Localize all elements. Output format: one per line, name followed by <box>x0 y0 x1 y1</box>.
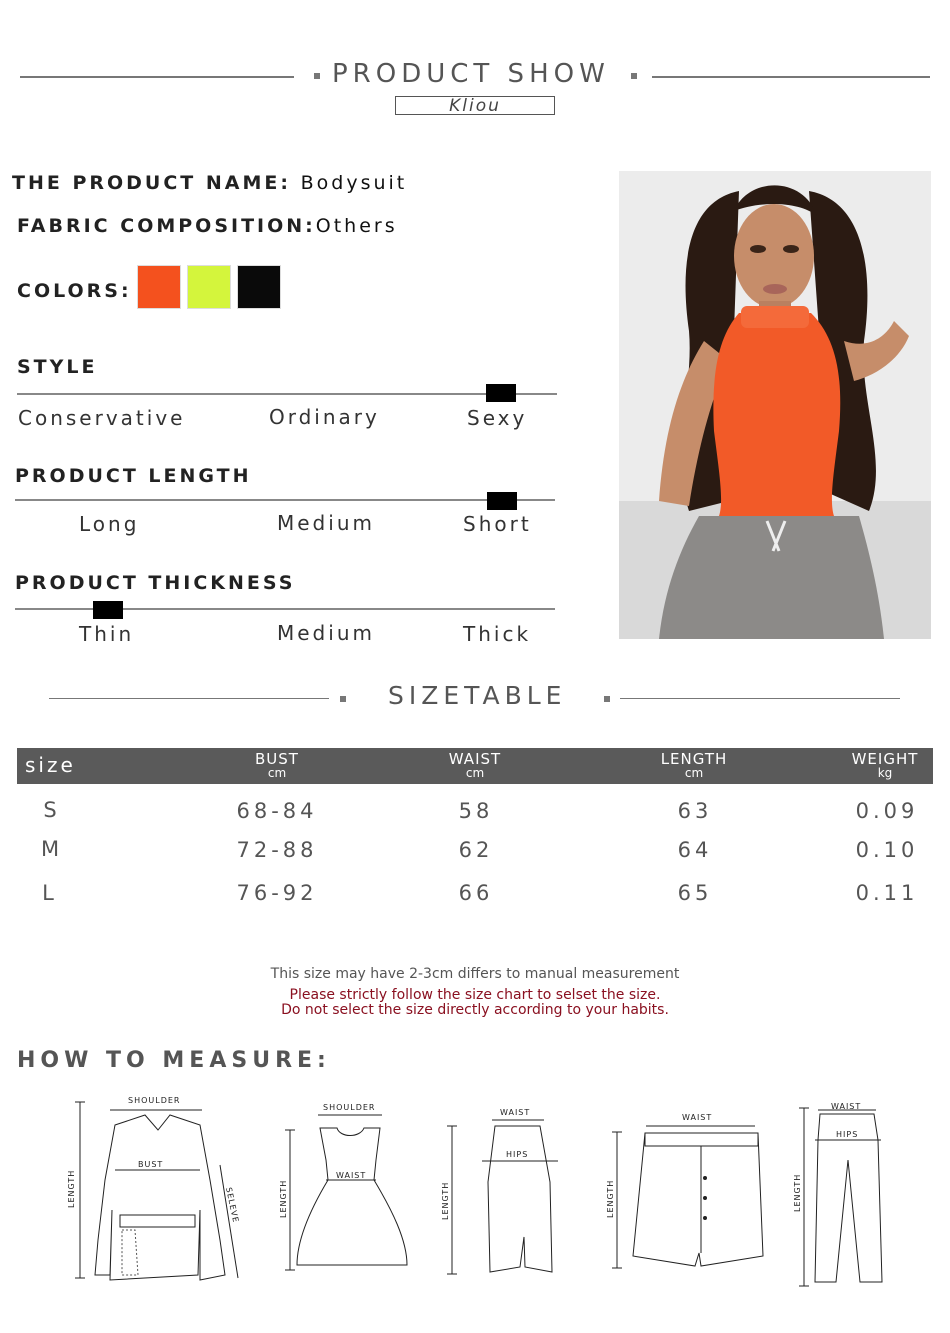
product-photo <box>619 171 931 639</box>
color-swatch-orange[interactable] <box>137 265 181 309</box>
cell-weight: 0.09 <box>855 799 919 823</box>
style-scale-rule <box>17 393 557 395</box>
cell-weight: 0.11 <box>855 881 919 905</box>
label-shoulder: SHOULDER <box>323 1103 376 1112</box>
length-option-short: Short <box>463 512 532 536</box>
cell-size: S <box>43 798 61 822</box>
thickness-label: PRODUCT THICKNESS <box>15 572 296 594</box>
header-length: LENGTH cm <box>660 750 728 780</box>
header-rule-right <box>652 76 930 78</box>
cell-weight: 0.10 <box>855 838 919 862</box>
model-illustration <box>619 171 931 639</box>
style-label: STYLE <box>17 356 98 378</box>
cell-length: 63 <box>677 799 713 823</box>
page-title: PRODUCT SHOW <box>332 59 610 89</box>
header-size: size <box>25 753 76 777</box>
label-length: LENGTH <box>793 1173 802 1212</box>
cell-length: 64 <box>677 838 713 862</box>
howto-title: HOW TO MEASURE: <box>17 1048 331 1073</box>
note-measurement: This size may have 2-3cm differs to manual measurement <box>270 966 680 982</box>
label-length: LENGTH <box>67 1169 76 1208</box>
sizetable-dot-right <box>604 696 610 702</box>
sizetable-title: SIZETABLE <box>388 681 567 710</box>
cell-bust: 72-88 <box>236 838 318 862</box>
dress-diagram <box>279 1100 412 1275</box>
thickness-option-thick: Thick <box>463 622 532 646</box>
label-length: LENGTH <box>606 1179 615 1218</box>
note-follow-chart: Please strictly follow the size chart to selset the size. <box>289 987 661 1003</box>
length-option-medium: Medium <box>277 511 375 535</box>
style-marker <box>486 384 516 402</box>
header-weight: WEIGHT kg <box>851 750 919 780</box>
fabric-value: Others <box>315 215 398 237</box>
label-length: LENGTH <box>441 1181 450 1220</box>
length-marker <box>487 492 517 510</box>
cell-bust: 76-92 <box>236 881 318 905</box>
colors-label: COLORS: <box>17 280 132 302</box>
sizetable-rule-left <box>49 698 329 699</box>
thickness-option-thin: Thin <box>79 622 135 646</box>
header-rule-left <box>20 76 294 78</box>
label-waist: WAIST <box>682 1113 713 1122</box>
jacket-diagram <box>60 1090 250 1290</box>
style-option-conservative: Conservative <box>18 406 186 430</box>
style-option-ordinary: Ordinary <box>269 405 380 429</box>
length-scale-rule <box>15 499 555 501</box>
header-dot-left <box>314 73 320 79</box>
label-sleeve: SELEVE <box>224 1186 241 1224</box>
product-name-label: THE PRODUCT NAME: <box>12 172 291 194</box>
product-name-value: Bodysuit <box>300 172 408 194</box>
color-swatch-black[interactable] <box>237 265 281 309</box>
cell-waist: 66 <box>458 881 494 905</box>
label-length: LENGTH <box>279 1179 288 1218</box>
cell-length: 65 <box>677 881 713 905</box>
cell-bust: 68-84 <box>236 799 318 823</box>
thickness-marker <box>93 601 123 619</box>
header-waist: WAIST cm <box>448 750 502 780</box>
cell-waist: 58 <box>458 799 494 823</box>
sizetable-rule-right <box>620 698 900 699</box>
brand-label: Kliou <box>395 96 555 115</box>
header-dot-right <box>631 73 637 79</box>
label-waist: WAIST <box>831 1102 862 1111</box>
pants-diagram <box>790 1100 900 1290</box>
color-swatch-neon-yellow[interactable] <box>187 265 231 309</box>
style-option-sexy: Sexy <box>467 406 528 430</box>
label-bust: BUST <box>138 1160 164 1169</box>
cell-waist: 62 <box>458 838 494 862</box>
label-hips: HIPS <box>506 1150 529 1159</box>
sizetable-header <box>17 748 933 784</box>
header-bust: BUST cm <box>255 750 299 780</box>
label-hips: HIPS <box>836 1130 859 1139</box>
label-shoulder: SHOULDER <box>128 1096 181 1105</box>
cell-size: L <box>42 881 58 905</box>
length-label: PRODUCT LENGTH <box>15 465 252 487</box>
note-habits: Do not select the size directly according to your habits. <box>281 1002 669 1018</box>
fabric-row <box>17 215 398 237</box>
label-waist: WAIST <box>500 1108 531 1117</box>
skirt-diagram <box>440 1102 565 1282</box>
product-name-row <box>12 172 407 194</box>
shorts-diagram <box>603 1108 773 1273</box>
sizetable-dot-left <box>340 696 346 702</box>
cell-size: M <box>40 837 64 861</box>
length-option-long: Long <box>79 512 140 536</box>
fabric-label: FABRIC COMPOSITION: <box>17 215 316 237</box>
thickness-option-medium: Medium <box>277 621 375 645</box>
label-waist: WAIST <box>336 1171 367 1180</box>
